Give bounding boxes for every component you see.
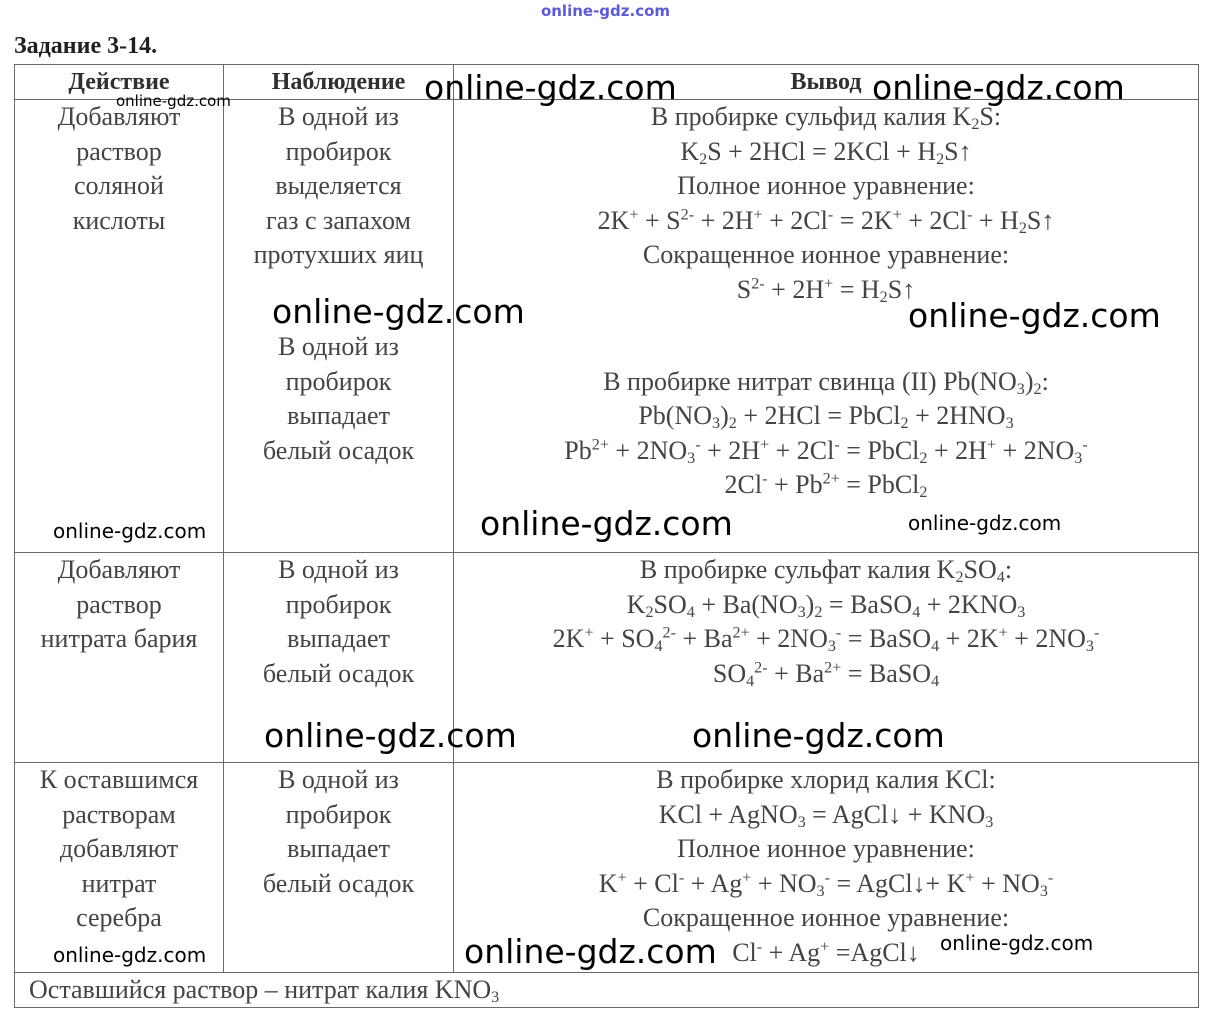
watermark: online-gdz.com (908, 296, 1161, 335)
text-line: $K_2SO_4 + Ba(NO_3)_2$ = BaSO$_4$ + $2KNO_3$ (626, 589, 1026, 621)
text-line: пробирок (285, 366, 392, 396)
watermark: online-gdz.com (480, 504, 733, 543)
text-line: Сокращенное ионное уравнение: (642, 903, 1010, 933)
text-line: протухших яиц (253, 240, 424, 270)
text-line: Добавляют (57, 102, 181, 131)
text-line: растворам (62, 799, 176, 829)
text-line: KCl + AgNO$_3$ = AgCl↓ + $KNO_3$ (658, 799, 994, 831)
text-line: добавляют (59, 834, 179, 864)
text-line: Добавляют (57, 555, 181, 584)
observation-cell (224, 763, 453, 901)
conclusion-cell (454, 553, 1198, 691)
text-line: нитрата бария (40, 624, 198, 654)
text-line: $2Cl^- + Pb^{2+}$ = PbCl$_2$ (724, 470, 928, 502)
watermark: online-gdz.com (692, 716, 945, 755)
text-line: $Pb^{2+} + 2NO_3^- + 2H^+ + 2Cl^-$ = PbCl$_2$ + $2H^+ + 2NO_3^-$ (564, 435, 1088, 467)
task-title: Задание 3-14. (14, 33, 158, 59)
text-line: В одной из (278, 765, 399, 794)
text-line: белый осадок (262, 868, 415, 898)
text-line: $Pb(NO_3)_2 + 2HCl$ = PbCl$_2$ + $2HNO_3$ (638, 401, 1014, 433)
text-line: $2K^+ + S^{2-} + 2H^+ + 2Cl^- = 2K^+ + 2Cl^-$ + $H_2S↑$ (597, 205, 1055, 237)
text-line: раствор (76, 589, 162, 619)
header-observation: Наблюдение (224, 65, 454, 100)
text-line: выпадает (287, 834, 390, 864)
text-line: выделяется (275, 171, 402, 201)
text-line: выпадает (287, 401, 390, 431)
header-action: Действие (15, 65, 224, 100)
watermark: online-gdz.com (872, 68, 1125, 107)
text-line: В пробирке хлорид калия KCl: (656, 765, 996, 794)
watermark: online-gdz.com (53, 519, 207, 543)
text-line: $2K^+ + SO_4^{2-} + Ba^{2+} + 2NO_3^-$ = BaSO$_4$ + $2K^+ + 2NO_3^-$ (552, 624, 1100, 656)
text-line: соляной (74, 171, 164, 201)
text-line: раствор (76, 136, 162, 166)
text-line: Сокращенное ионное уравнение: (642, 240, 1010, 270)
action-cell (15, 100, 223, 238)
text-line: выпадает (287, 624, 390, 654)
watermark: online-gdz.com (264, 716, 517, 755)
text-line: $K_2S + 2HCl = 2KCl$ + $H_2S↑$ (680, 136, 972, 168)
table-row (15, 553, 1199, 763)
action-cell (15, 763, 223, 936)
watermark: online-gdz.com (272, 292, 525, 331)
conclusion-cell (454, 100, 1198, 308)
observation-cell (224, 553, 453, 691)
text-line: В пробирке сульфид калия $K_2S$: (650, 102, 1002, 134)
conclusion-cell (454, 365, 1198, 503)
text-line: В одной из (278, 555, 399, 584)
text-line: кислоты (72, 205, 166, 235)
text-line: пробирок (285, 799, 392, 829)
top-watermark: online-gdz.com (540, 2, 671, 20)
observation-cell (224, 100, 453, 273)
text-line: серебра (76, 903, 162, 933)
text-line: К оставшимся (39, 765, 199, 794)
text-line: В одной из (278, 102, 399, 131)
final-row-text: Оставшийся раствор – нитрат калия $KNO_3$ (29, 975, 500, 1007)
text-line: Полное ионное уравнение: (677, 171, 975, 201)
watermark: online-gdz.com (424, 68, 677, 107)
watermark: online-gdz.com (940, 931, 1094, 955)
text-line: пробирок (285, 589, 392, 619)
text-line: газ с запахом (266, 205, 411, 235)
observation-cell (224, 330, 453, 468)
text-line: белый осадок (262, 435, 415, 465)
text-line: В пробирке сульфат калия $K_2SO_4$: (639, 555, 1013, 587)
text-line: $K^+ + Cl^- + Ag^+ + NO_3^-$ = AgCl↓+ $K^+ + NO_3^-$ (598, 868, 1054, 900)
action-cell (15, 553, 223, 657)
header-conclusion: Вывод (454, 65, 1199, 100)
watermark: online-gdz.com (464, 932, 717, 971)
final-row (15, 973, 1199, 1008)
watermark: online-gdz.com (53, 943, 207, 967)
text-line: белый осадок (262, 658, 415, 688)
text-line: Cl- + Ag+ =AgCl↓ (732, 937, 920, 967)
text-line: нитрат (81, 868, 157, 898)
text-line: В одной из (278, 331, 399, 361)
watermark: online-gdz.com (908, 511, 1062, 535)
text-line: В пробирке нитрат свинца (II) $Pb(NO_3)_2$: (603, 366, 1049, 398)
text-line: Полное ионное уравнение: (677, 834, 975, 864)
text-line: $SO_4^{2-} + Ba^{2+}$ = BaSO$_4$ (712, 658, 940, 690)
text-line: пробирок (285, 136, 392, 166)
text-line: $S^{2-} + 2H^+$ = $H_2S↑$ (736, 274, 916, 306)
watermark: online-gdz.com (116, 92, 231, 110)
